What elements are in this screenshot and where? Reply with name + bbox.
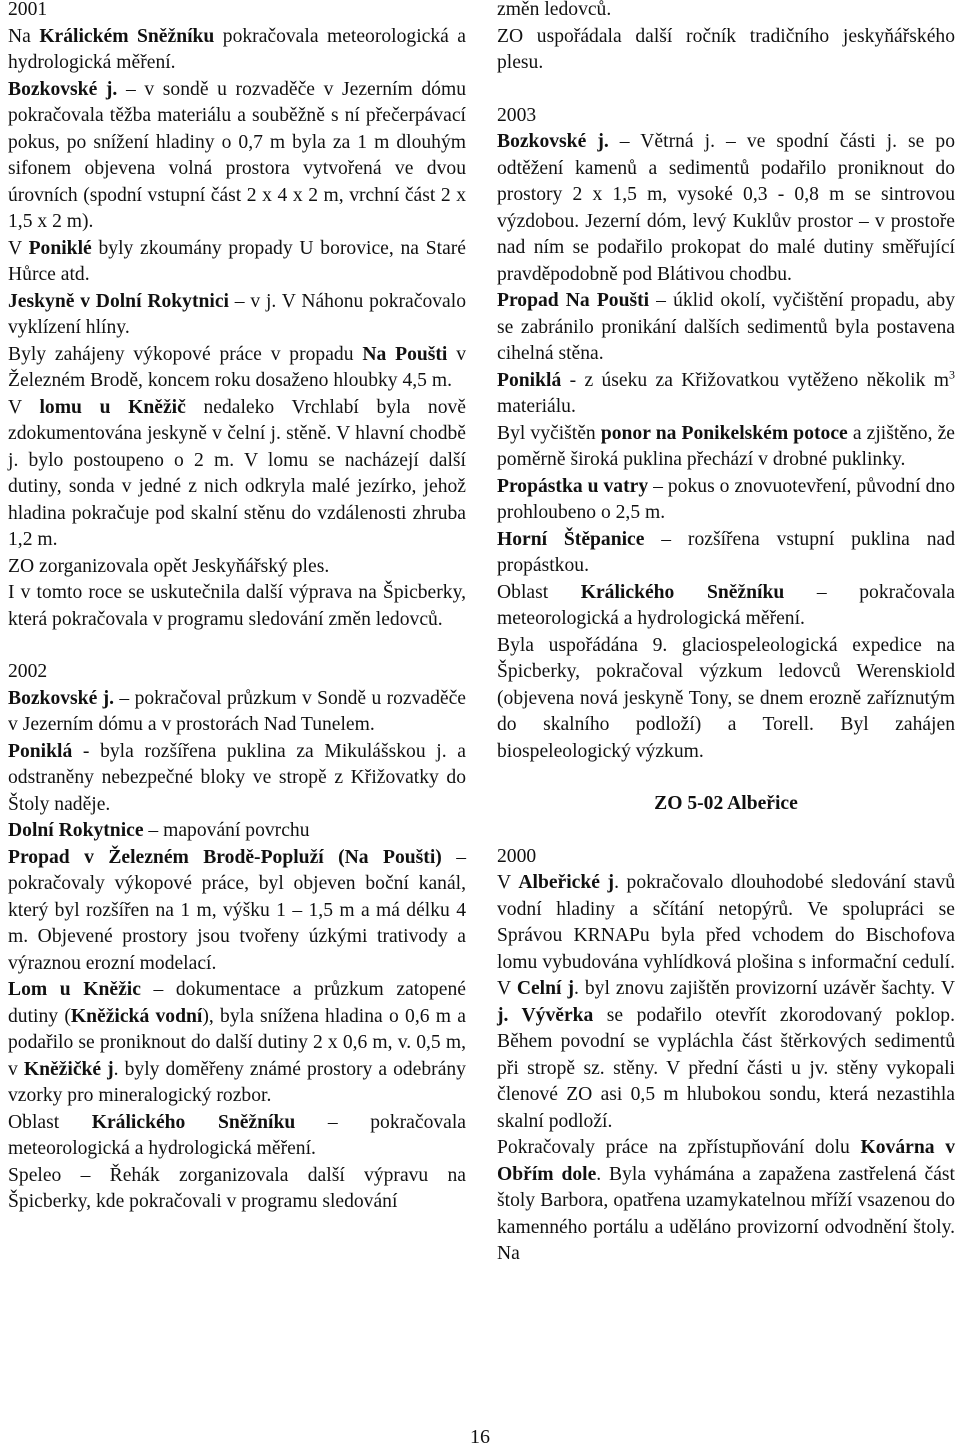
paragraph: Propástka u vatry – pokus o znovuotevření, původní dno prohloubeno o 2,5 m.: [497, 475, 955, 523]
paragraph: Bozkovské j. – Větrná j. – ve spodní části j. se po odtěžení kamenů a sedimentů podařilo proniknout do prostory 2 x 1,5 m, vysoké 0,3 - 0,8 m se sintrovou výzdobou. Jezerní dóm, levý Kuklův prostor – v prostoře nad ním se podařilo prokopat do malé dutiny směřující pravděpodobně pod Blátivou chodbu.: [497, 131, 955, 285]
left-column: [8, 0, 466, 1216]
paragraph: V Poniklé byly zkoumány propady U borovice, na Staré Hůrce atd.: [8, 237, 466, 285]
page-number: 16: [470, 1426, 490, 1448]
paragraph: Poniklá - z úseku za Křižovatkou vytěženo několik $m^3$ materiálu.: [497, 366, 955, 417]
paragraph: V lomu u Kněžič nedaleko Vrchlabí byla nově zdokumentována jeskyně v čelní j. stěně. V hlavní chodbě j. bylo postoupeno o 2 m. V lomu se nacházejí další dutiny, sonda v jedné z nich odkryla malé jezírko, jehož hladina pokračuje pod skalní stěnu do vzdálenosti zhruba 1,2 m.: [8, 396, 467, 550]
paragraph: ZO zorganizovala opět Jeskyňářský ples.: [8, 555, 330, 577]
paragraph: ZO uspořádala další ročník tradičního jeskyňářského plesu.: [497, 25, 955, 73]
paragraph: Speleo – Řehák zorganizovala další výpravu na Špicberky, kde pokračovali v programu sledování: [8, 1164, 466, 1212]
paragraph: Byl vyčištěn ponor na Ponikelském potoce a zjištěno, že poměrně široká puklina přechází v drobné puklinky.: [497, 422, 955, 470]
paragraph: změn ledovců.: [497, 0, 612, 20]
paragraph: Horní Štěpanice – rozšířena vstupní puklina nad propástkou.: [497, 528, 955, 576]
paragraph: Byla uspořádána 9. glaciospeleologická expedice na Špicberky, pokračoval výzkum ledovců Werenskiold (objevena nová jeskyně Tony, se dnem erozně zaříznutým do skalního podloží) a Torell. Byl zahájen biospeleologický výzkum.: [497, 634, 955, 762]
section-heading: ZO 5-02 Albeřice: [654, 793, 798, 814]
paragraph: Poniklá - byla rozšířena puklina za Mikulášskou j. a odstraněny nebezpečné bloky ve stropě z Křižovatky do Štoly naděje.: [8, 740, 466, 815]
paragraph: Dolní Rokytnice – mapování povrchu: [8, 820, 310, 841]
paragraph: Propad v Železném Brodě-Popluží (Na Poušti) – pokračovaly výkopové práce, byl objeven boční kanál, který byl rozšířen na 1 m, výšku 1 – 1,5 m a má délku 4 m. Objevené prostory jsou tvořeny úzkými trativody a výraznou erozní modelací.: [8, 846, 467, 974]
paragraph: Jeskyně v Dolní Rokytnici – v j. V Náhonu pokračovalo vyklízení hlíny.: [8, 290, 466, 338]
paragraph: V Albeřické j. pokračovalo dlouhodobé sledování stavů vodní hladiny a sčítání netopýrů. Ve spolupráci se Správou KRNAPu byla před vchodem do Bischofova lomu vybudována vyhlídková plošina s informační cedulí. V Celní j. byl znovu zajištěn provizorní uzávěr šachty. V j. Vývěrka se podařilo otevřít zkorodovaný poklop. Během povodní se vypláchla část štěrkových sedimentů při stropě sz. stěny. V přední části u jv. stěny vykopali členové ZO asi 0,5 m hlubokou sondu, která nezastihla skalní podloží.: [497, 872, 955, 1132]
paragraph: Pokračovaly práce na zpřístupňování dolu Kovárna v Obřím dole. Byla vyhámána a zapažena zastřelená část štoly Barbora, opatřena uzamykatelnou mříží vsazenou do kamenného portálu a uděláno provizorní odvodnění štoly. Na: [497, 1137, 956, 1264]
paragraph: I v tomto roce se uskutečnila další výprava na Špicberky, která pokračovala v programu sledování změn ledovců.: [8, 582, 466, 630]
paragraph: Bozkovské j. – pokračoval průzkum v Sondě u rozvaděče v Jezerním dómu a v prostorách Nad Tunelem.: [8, 687, 466, 735]
year-2000: 2000: [497, 845, 537, 867]
year-2002: 2002: [8, 661, 48, 682]
right-column: [497, 0, 955, 1268]
paragraph: Lom u Kněžic – dokumentace a průzkum zatopené dutiny (Kněžická vodní), byla snížena hladina o 0,6 m a podařilo se proniknout do další dutiny 2 x 0,6 m, v. 0,5 m, v Kněžičké j. byly doměřeny známé prostory a odebrány vzorky pro mineralogický rozbor.: [8, 979, 466, 1106]
paragraph: Oblast Králického Sněžníku – pokračovala meteorologická a hydrologická měření.: [8, 1111, 466, 1159]
paragraph: Na Králickém Sněžníku pokračovala meteorologická a hydrologická měření.: [8, 25, 466, 73]
year-2001: 2001: [8, 0, 48, 20]
year-2003: 2003: [497, 104, 537, 126]
paragraph: Byly zahájeny výkopové práce v propadu Na Poušti v Železném Brodě, koncem roku dosaženo hloubky 4,5 m.: [8, 343, 466, 391]
paragraph: Bozkovské j. – v sondě u rozvaděče v Jezerním dómu pokračovala těžba materiálu a souběžně s ní přečerpávací pokus, po snížení hladiny o 0,7 m byla za 1 m dlouhým sifonem objevena volná prostora vytvořená ve dvou úrovních (spodní vstupní část 2 x 4 x 2 m, vrchní část 2 x 1,5 x 2 m).: [8, 78, 466, 232]
paragraph: Propad Na Poušti – úklid okolí, vyčištění propadu, aby se zabránilo pronikání dalších sedimentů byla postavena cihelná stěna.: [497, 290, 956, 364]
paragraph: Oblast Králického Sněžníku – pokračovala meteorologická a hydrologická měření.: [497, 581, 955, 629]
